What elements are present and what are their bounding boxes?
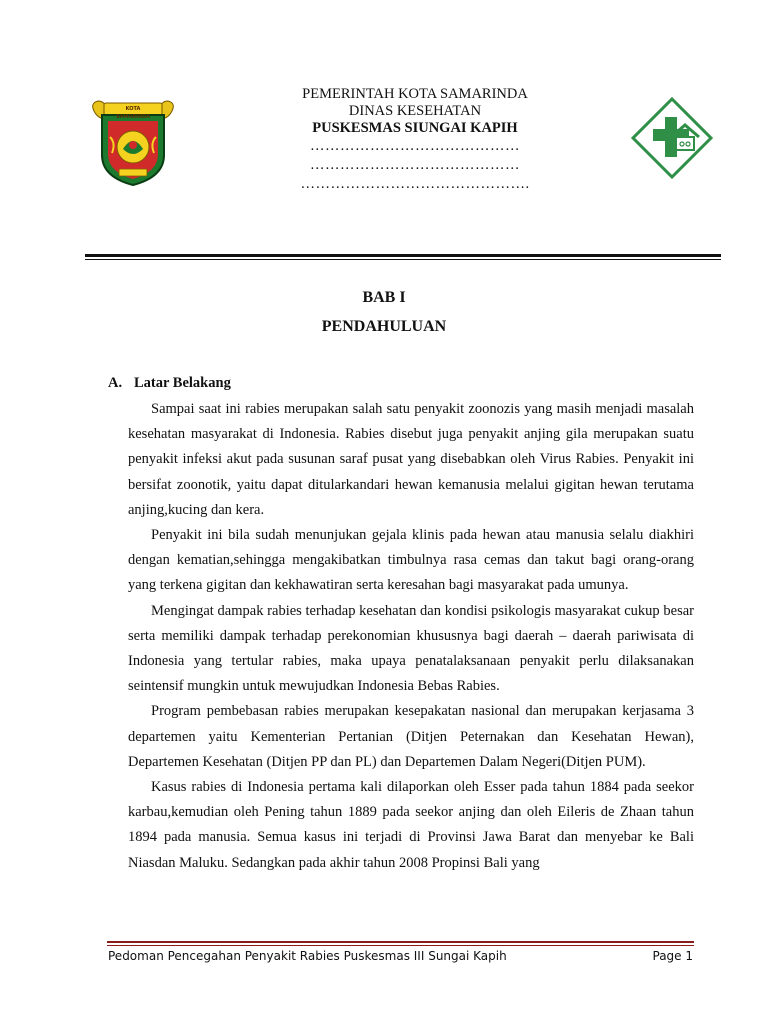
paragraph: Sampai saat ini rabies merupakan salah satu penyakit zoonozis yang masih menjadi masalah kesehatan masyarakat di Indonesia. Rabies disebut juga penyakit anjing gila merupakan suatu penyakit infeksi akut pada susunan saraf pusat yang disebabkan oleh Virus Rabies. Penyakit ini bersifat zoonotik, yaitu dapat ditularkandari hewan kemanusia melalui gigitan hewan terutama anjing,kucing dan kera. (128, 401, 694, 518)
section-title: Latar Belakang (134, 375, 231, 391)
section-letter: A. (108, 375, 123, 391)
seal-lettering: KOTA SAMARINDA (115, 106, 151, 120)
letterhead-text (250, 86, 580, 194)
footer-rule-thin (107, 945, 694, 946)
section-heading (108, 375, 231, 392)
address-dots-2: …………………………………… (310, 157, 520, 173)
footer-rule-thick (107, 941, 694, 943)
footer-title: Pedoman Pencegahan Penyakit Rabies Puskesmas III Sungai Kapih (108, 949, 507, 963)
paragraph: Mengingat dampak rabies terhadap kesehatan dan kondisi psikologis masyarakat cukup besar serta memiliki dampak terhadap perekonomian khususnya bagi daerah – daerah pariwisata di Indonesia yang tertular rabies, maka upaya penatalaksanaan penyakit perlu dilaksanakan seintensif mungkin untuk mewujudkan Indonesia Bebas Rabies. (128, 602, 694, 695)
paragraph: Kasus rabies di Indonesia pertama kali dilaporkan oleh Esser pada tahun 1884 pada seekor karbau,kemudian oleh Pening tahun 1889 pada seekor anjing dan oleh Eileris de Zhaan tahun 1894 pada manusia. Semua kasus ini terjadi di Provinsi Jawa Barat dan menyebar ke Bali Niasdan Maluku. Sedangkan pada akhir tahun 2008 Propinsi Bali yang (128, 779, 694, 871)
paragraph: Penyakit ini bila sudah menunjukan gejala klinis pada hewan atau manusia selalu diakhiri dengan kematian,sehingga mengakibatkan timbulnya rasa cemas dan takut bagi orang-orang yang terkena gigitan dan kekhawatiran serta keresahan bagi masyarakat pada umunya. (128, 527, 694, 594)
government-name: PEMERINTAH KOTA SAMARINDA (302, 86, 528, 102)
address-dots-3: ………………………………………. (300, 176, 530, 192)
body-text (128, 397, 694, 876)
samarinda-seal-logo (88, 97, 178, 189)
puskesmas-name: PUSKESMAS SIUNGAI KAPIH (312, 120, 518, 136)
letterhead-rule-thick (85, 254, 721, 257)
chapter-title: PENDAHULUAN (321, 318, 447, 335)
paragraph: Program pembebasan rabies merupakan kesepakatan nasional dan merupakan kerjasama 3 departemen yaitu Kementerian Pertanian (Ditjen Peternakan dan Kesehatan Hewan), Departemen Kesehatan (Ditjen PP dan PL) dan Departemen Dalam Negeri(Ditjen PUM). (128, 703, 694, 770)
department-name: DINAS KESEHATAN (348, 103, 482, 119)
letterhead-rule-thin (85, 259, 721, 260)
puskesmas-logo (631, 97, 713, 179)
chapter-number: BAB I (362, 289, 406, 306)
address-dots-1: …………………………………… (310, 138, 520, 154)
page-number: Page 1 (652, 949, 693, 963)
